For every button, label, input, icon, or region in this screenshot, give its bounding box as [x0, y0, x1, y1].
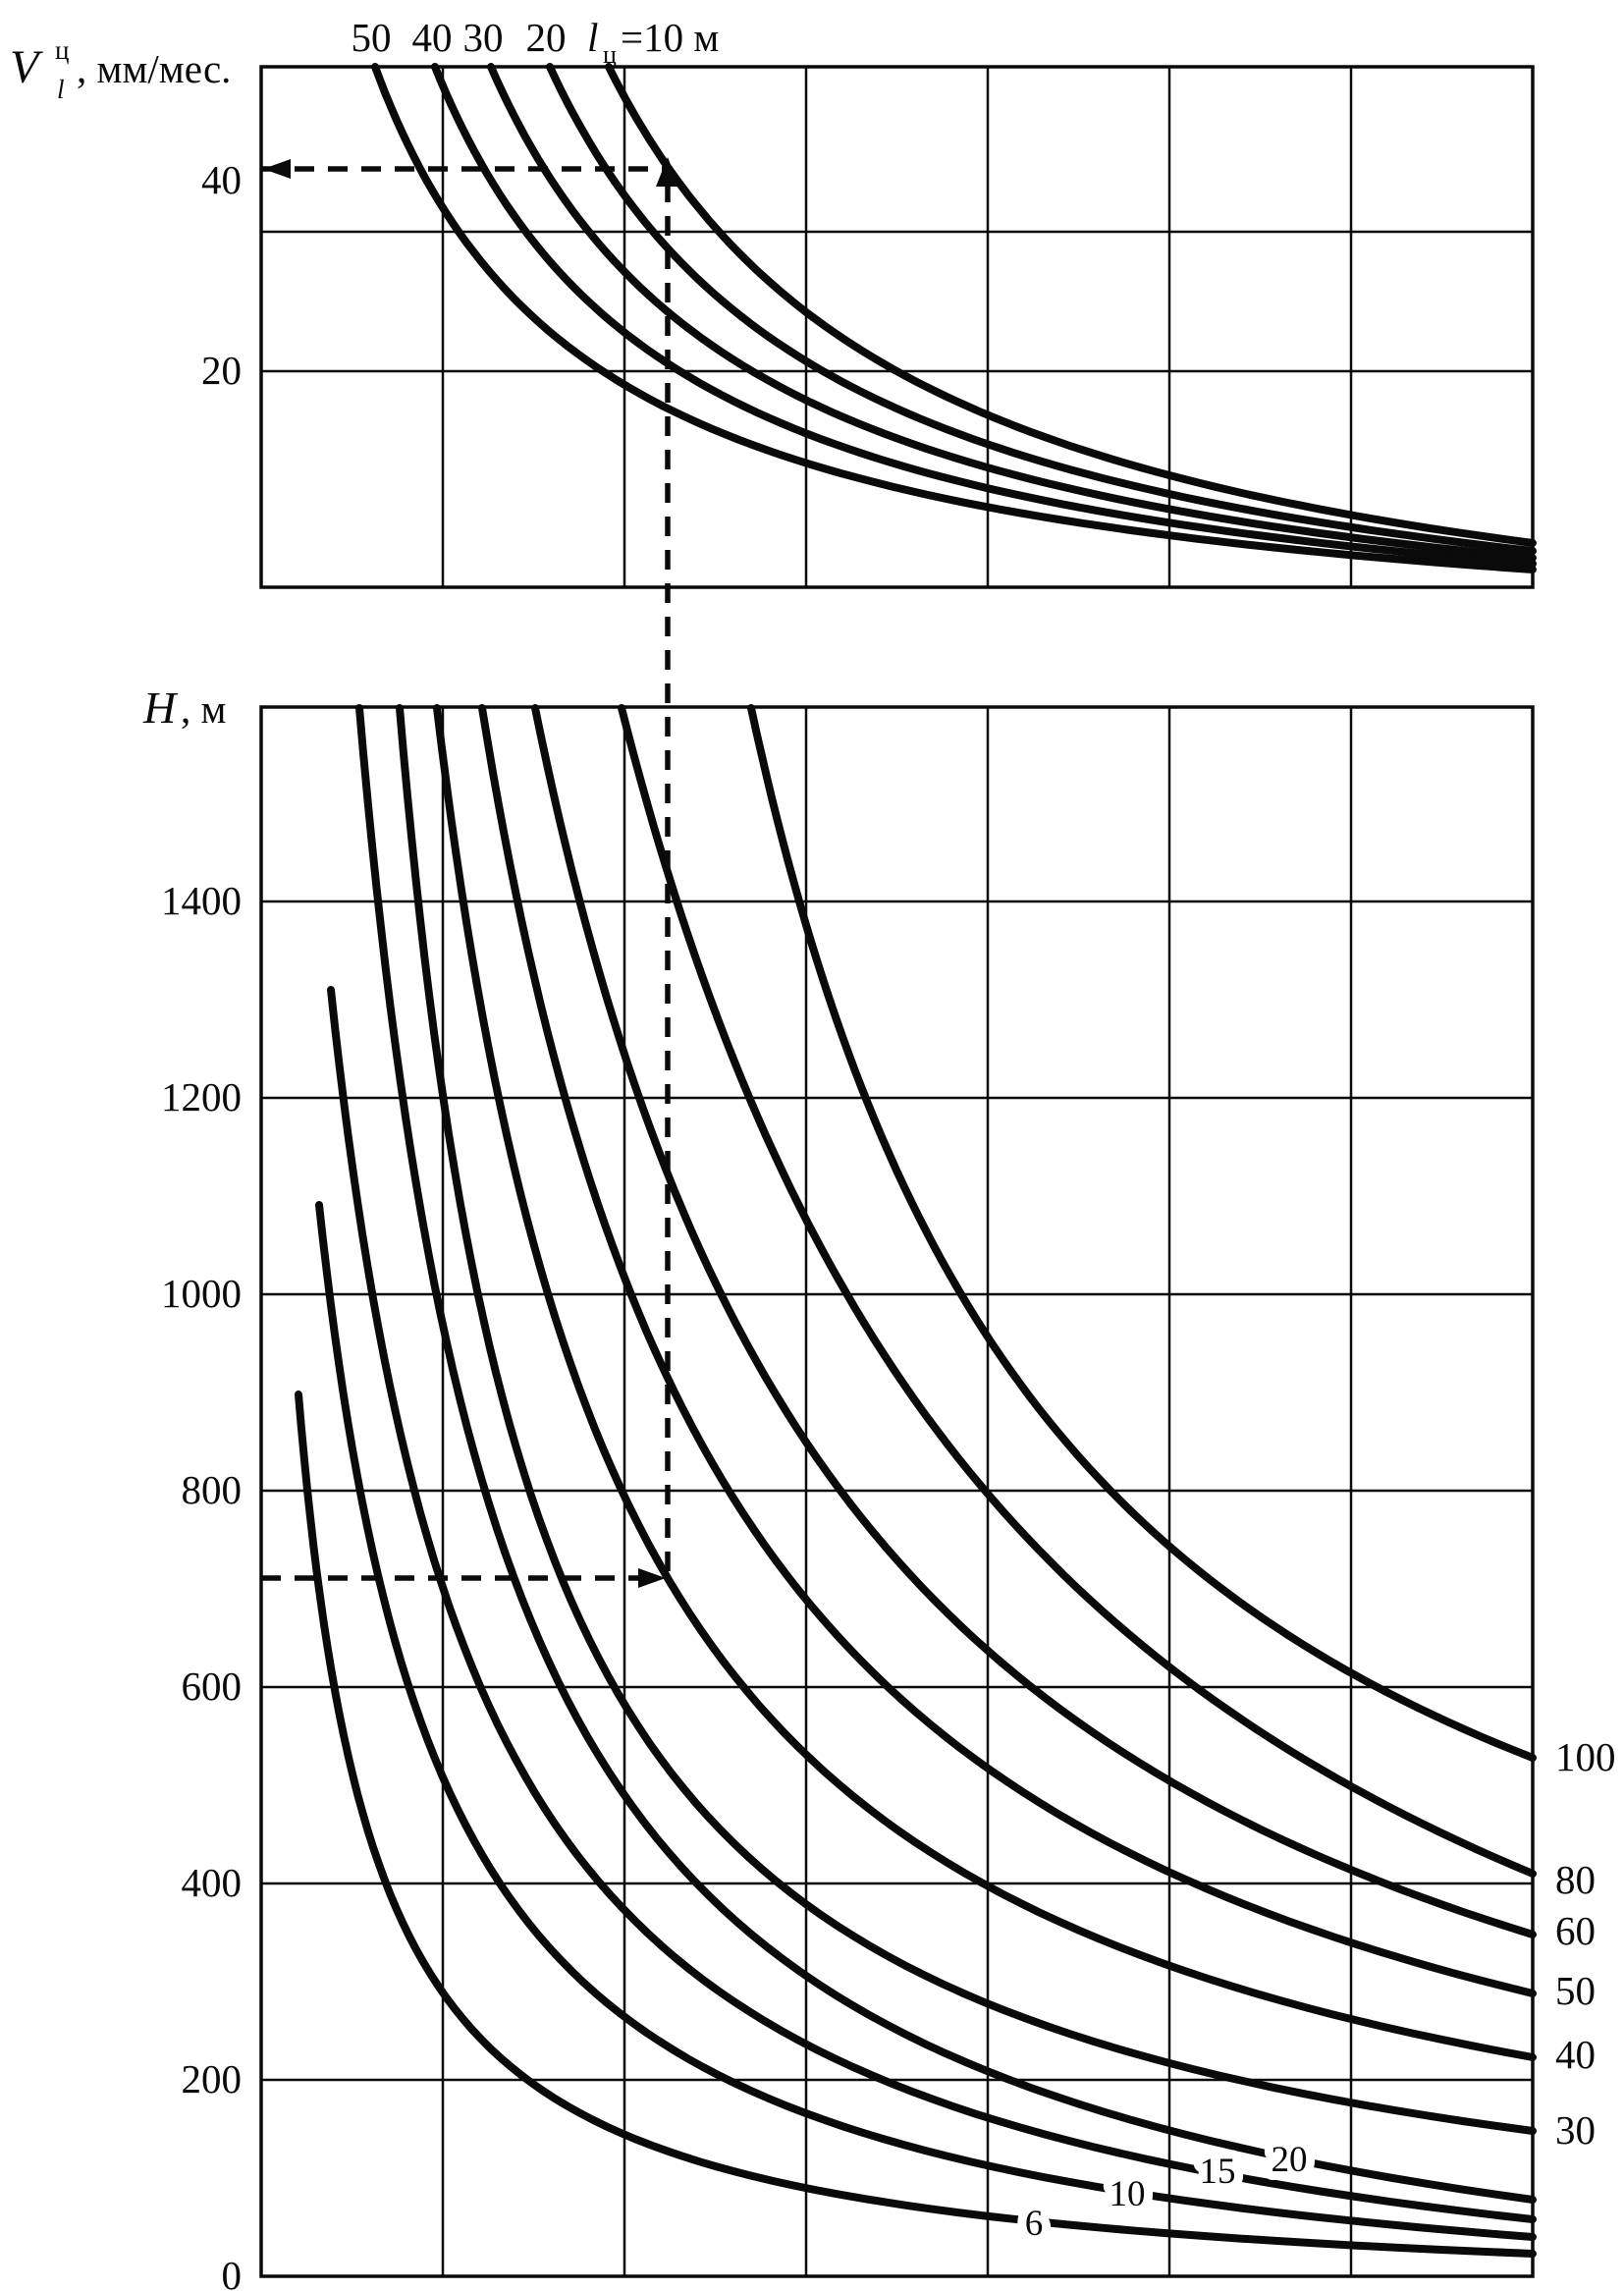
- bottom-curve-30: [400, 708, 1533, 2131]
- bottom-curve-6: [298, 1394, 1533, 2254]
- right-label-30: 30: [1555, 2107, 1596, 2153]
- h-tick-800: 800: [181, 1467, 242, 1512]
- h-tick-1000: 1000: [161, 1271, 242, 1316]
- v-tick-40: 40: [201, 157, 242, 202]
- inline-label-20: 20: [1271, 2140, 1308, 2180]
- bottom-curve-20: [359, 708, 1533, 2200]
- h-axis-units: , м: [181, 686, 227, 732]
- curve-label-50: 50: [351, 15, 392, 60]
- right-label-40: 40: [1555, 2032, 1596, 2077]
- curve-label-20: 20: [525, 15, 567, 60]
- bottom-curve-40: [437, 708, 1533, 2057]
- h-tick-400: 400: [181, 1860, 242, 1905]
- v-axis-symbol: V: [10, 41, 39, 93]
- right-label-60: 60: [1555, 1908, 1596, 1953]
- top-curve-l-50: [375, 67, 1533, 570]
- v-axis-superscript: ц: [55, 35, 70, 65]
- v-axis-subscript: l: [57, 75, 65, 104]
- h-axis-symbol: H: [143, 682, 177, 733]
- h-tick-1200: 1200: [161, 1074, 242, 1119]
- bottom-panel-grid: [261, 707, 1533, 2276]
- curve-label-40: 40: [411, 15, 453, 60]
- bottom-panel-curves: [298, 708, 1533, 2254]
- l-equals-10m: =10 м: [621, 15, 720, 60]
- right-label-80: 80: [1555, 1857, 1596, 1902]
- v-axis-units: , мм/мес.: [77, 46, 232, 91]
- top-panel-curves: [375, 67, 1533, 570]
- bottom-curve-60: [535, 708, 1533, 1935]
- bottom-curve-100: [751, 708, 1533, 1758]
- curve-label-30: 30: [462, 15, 504, 60]
- left-arrowhead: [263, 159, 291, 179]
- inline-label-15: 15: [1199, 2152, 1236, 2192]
- v-tick-20: 20: [201, 348, 242, 393]
- inline-label-6: 6: [1024, 2204, 1044, 2244]
- right-label-100: 100: [1555, 1734, 1616, 1779]
- bottom-curve-15: [331, 990, 1533, 2219]
- right-label-50: 50: [1555, 1968, 1596, 2013]
- top-panel-grid: [261, 67, 1533, 587]
- h-tick-600: 600: [181, 1664, 242, 1709]
- inline-label-10: 10: [1109, 2174, 1146, 2214]
- example-dashed-path: [261, 169, 668, 1578]
- l-symbol: l: [587, 15, 599, 60]
- h-tick-1400: 1400: [161, 878, 242, 923]
- top-curve-l-40: [435, 67, 1533, 564]
- h-tick-0: 0: [221, 2253, 242, 2291]
- top-panel-border: [261, 67, 1533, 587]
- h-tick-200: 200: [181, 2056, 242, 2101]
- l-subscript: ц: [603, 40, 617, 69]
